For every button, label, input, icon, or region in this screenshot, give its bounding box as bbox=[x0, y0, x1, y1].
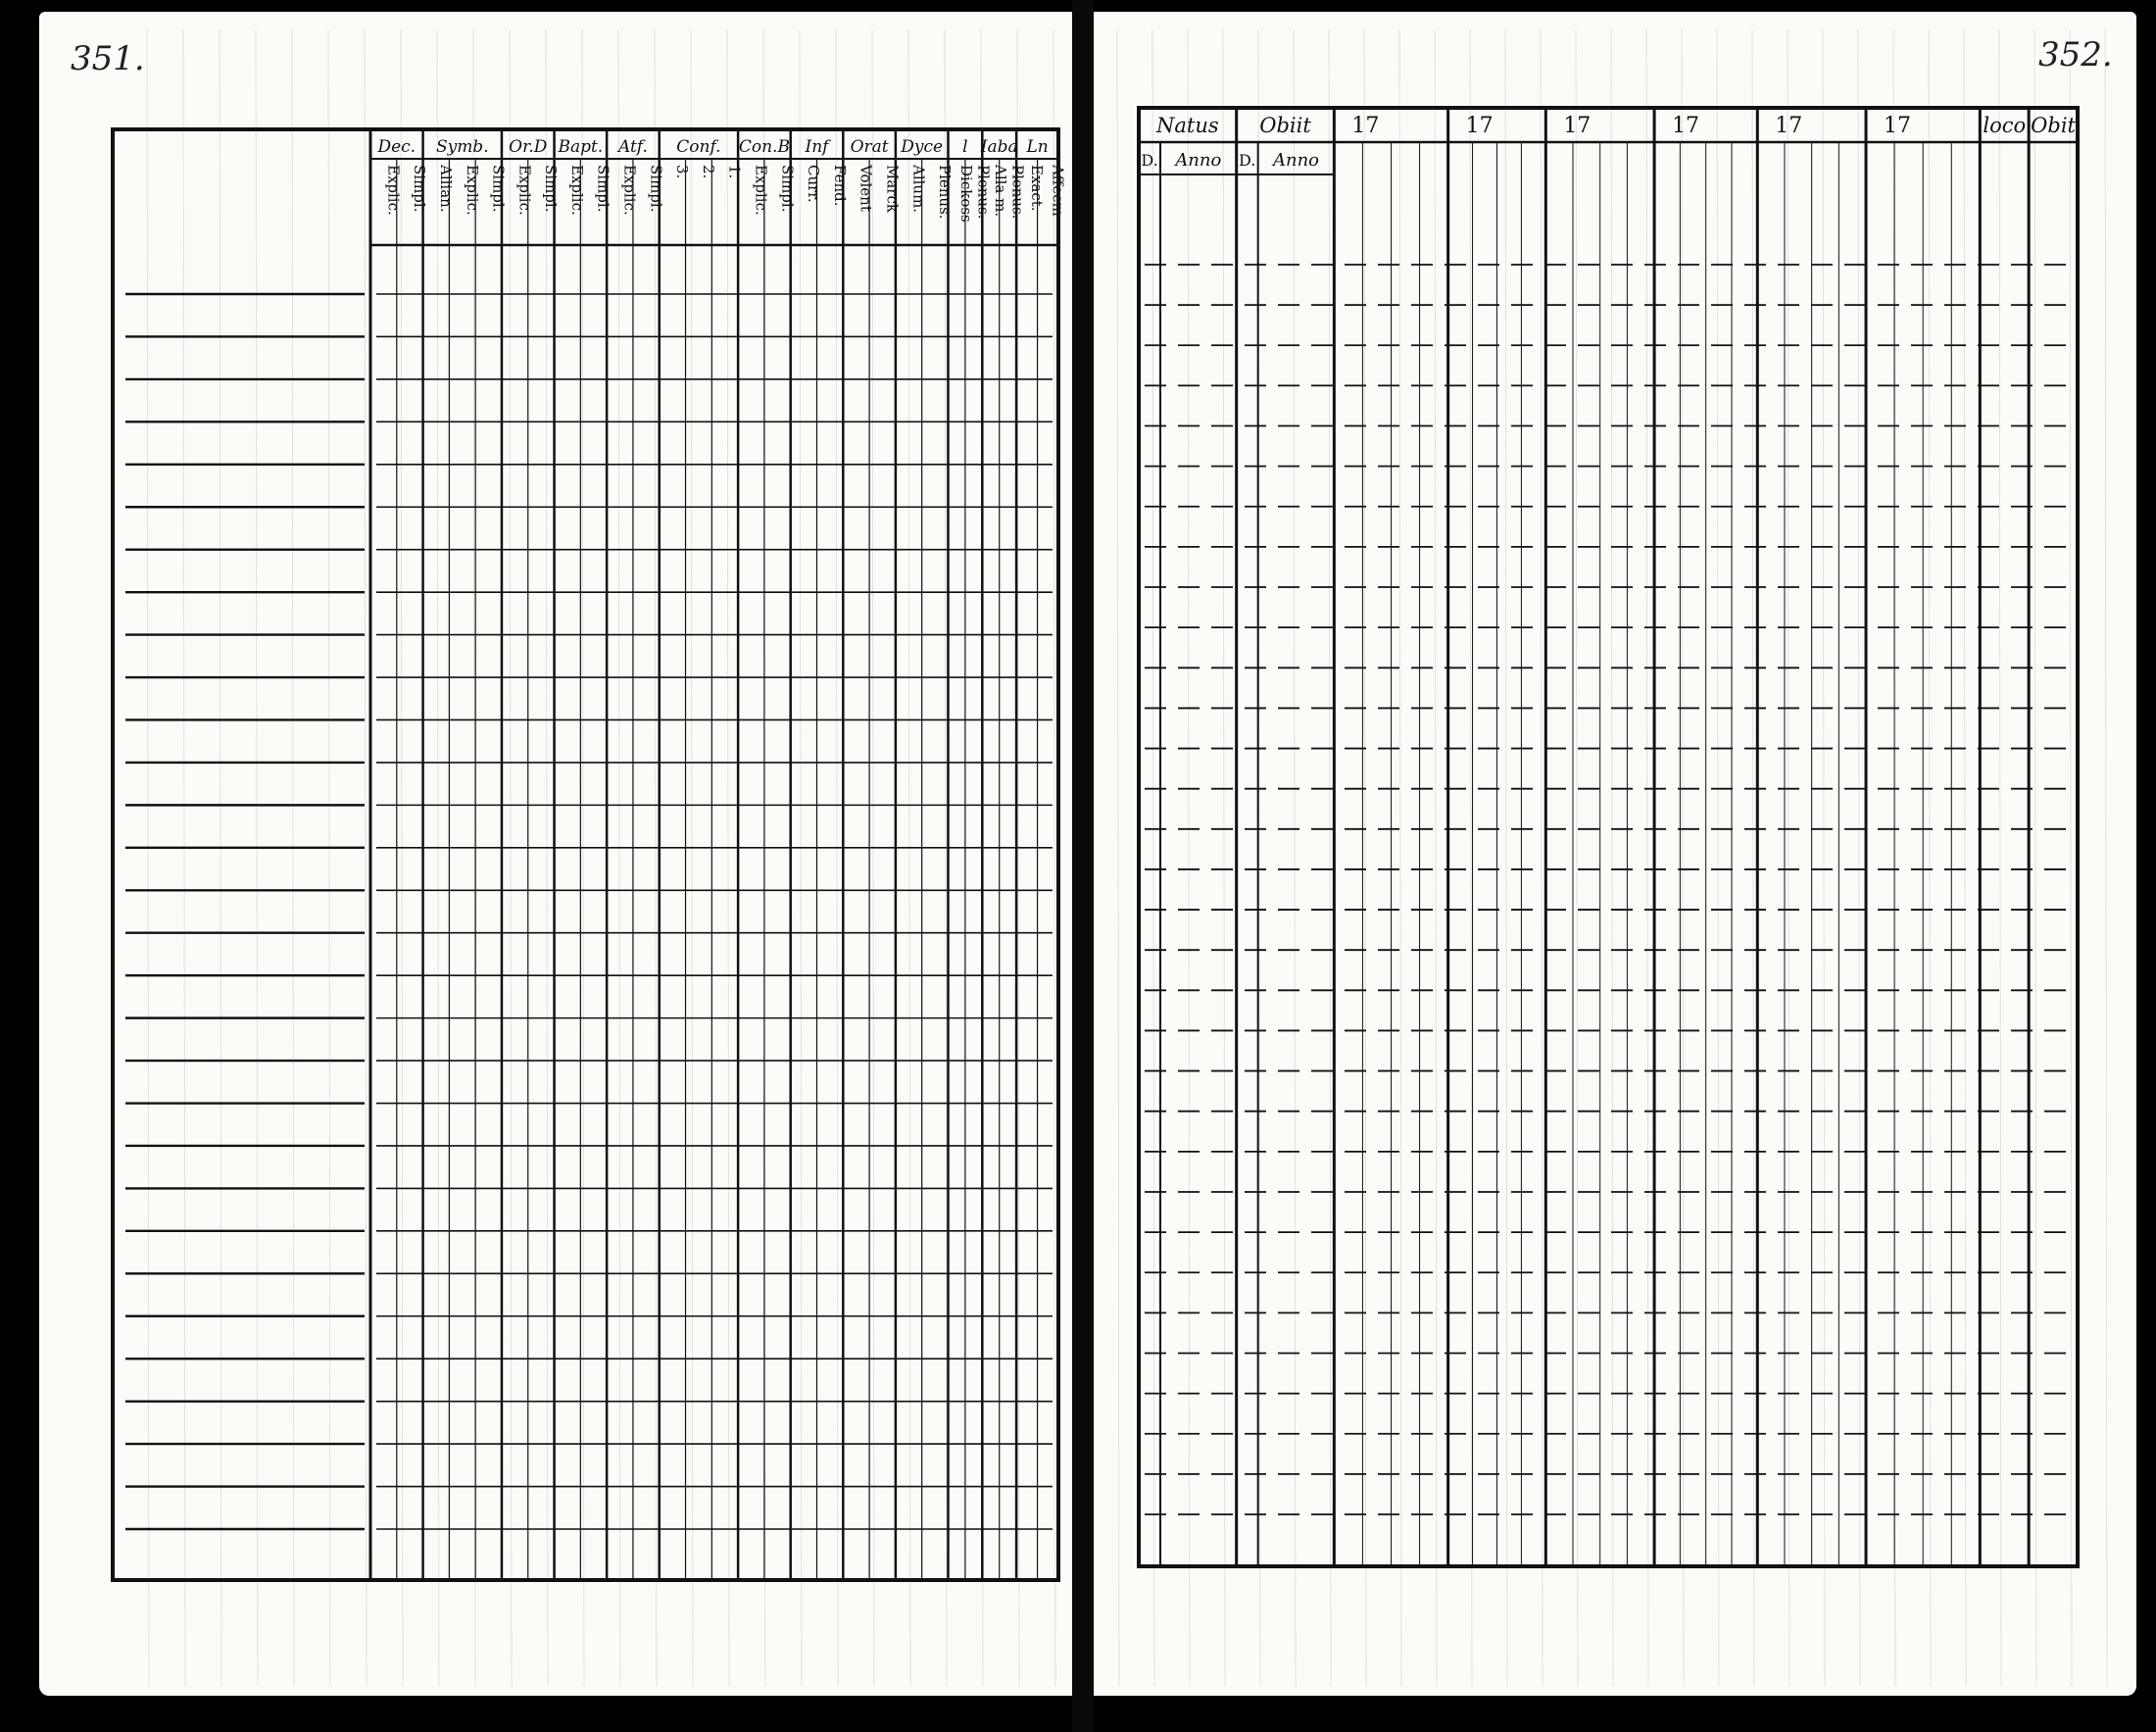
paper-ruling-line bbox=[2105, 29, 2107, 1686]
paper-ruling-line bbox=[1823, 29, 1825, 1686]
right-column-header: Obiit bbox=[1259, 114, 1311, 137]
paper-ruling-line bbox=[1541, 29, 1543, 1686]
left-subcolumn-header: Simpl. bbox=[594, 165, 612, 213]
paper-ruling-line bbox=[2070, 29, 2072, 1686]
right-table-border bbox=[1139, 108, 2078, 1566]
paper-ruling-line bbox=[1576, 29, 1578, 1686]
left-column-header: Inf bbox=[805, 137, 829, 157]
left-subcolumn-header: Explic. bbox=[515, 165, 534, 216]
paper-ruling-line bbox=[1329, 29, 1331, 1686]
right-column-header: 17 bbox=[1351, 114, 1380, 138]
paper-ruling-line bbox=[1611, 29, 1613, 1686]
left-subcolumn-header: Allian. bbox=[436, 165, 455, 213]
left-subcolumn-header: Plenus. bbox=[974, 165, 993, 220]
paper-ruling-line bbox=[1223, 29, 1225, 1686]
right-column-header: Obit bbox=[2031, 114, 2076, 137]
left-subcolumn-header: Simpl. bbox=[542, 165, 561, 213]
left-column-header: Orat bbox=[850, 137, 889, 157]
paper-ruling-line bbox=[1929, 29, 1931, 1686]
left-subcolumn-header: Explic. bbox=[384, 165, 403, 216]
paper-ruling-line bbox=[1717, 29, 1719, 1686]
paper-ruling-line bbox=[1188, 29, 1190, 1686]
left-subcolumn-header: Marck bbox=[883, 165, 902, 213]
left-subcolumn-header: Explic. bbox=[567, 165, 586, 216]
paper-ruling-line bbox=[1682, 29, 1684, 1686]
right-subcolumn-header: Anno bbox=[1175, 150, 1222, 171]
left-column-header: Symb. bbox=[435, 137, 489, 157]
left-subcolumn-header: Simpl. bbox=[647, 165, 665, 213]
paper-ruling-line bbox=[2034, 29, 2036, 1686]
paper-ruling-line bbox=[1470, 29, 1472, 1686]
right-page-number: 352. bbox=[2038, 35, 2113, 74]
left-subcolumn-header: 1. bbox=[725, 165, 744, 179]
left-page-number: 351. bbox=[71, 39, 145, 78]
left-column-header: Bapt. bbox=[558, 137, 604, 157]
paper-ruling-line bbox=[1294, 29, 1296, 1686]
right-column-header: 17 bbox=[1465, 114, 1494, 138]
paper-ruling-line bbox=[1646, 29, 1648, 1686]
left-subcolumn-header: Explic. bbox=[463, 165, 481, 216]
left-subcolumn-header: Curr. bbox=[805, 165, 823, 203]
right-column-header: loco bbox=[1983, 114, 2027, 137]
right-column-header: 17 bbox=[1563, 114, 1592, 138]
left-subcolumn-header: Simpl. bbox=[411, 165, 429, 213]
paper-ruling-line bbox=[1505, 29, 1507, 1686]
left-column-header: Atf. bbox=[617, 137, 648, 157]
paper-ruling-line bbox=[1152, 29, 1154, 1686]
left-subcolumn-header: Volent bbox=[857, 165, 875, 212]
left-subcolumn-header: 2. bbox=[699, 165, 717, 179]
right-column-header: 17 bbox=[1672, 114, 1700, 138]
left-subcolumn-header: Simpl. bbox=[489, 165, 508, 213]
left-subcolumn-header: Dickoss bbox=[957, 165, 976, 223]
left-subcolumn-header: Exact. bbox=[1027, 165, 1046, 212]
left-column-header: Or.D bbox=[509, 137, 548, 157]
paper-ruling-line bbox=[1117, 29, 1119, 1686]
left-column-header: Conf. bbox=[676, 137, 721, 157]
left-column-header: l bbox=[962, 137, 968, 157]
left-column-header: Dec. bbox=[377, 137, 416, 157]
left-subcolumn-header: Fend. bbox=[830, 165, 849, 207]
right-subcolumn-header: D. bbox=[1141, 151, 1158, 170]
left-column-header: Ln bbox=[1026, 137, 1049, 157]
right-column-header: Natus bbox=[1156, 114, 1219, 137]
left-subcolumn-header: Affecm bbox=[1049, 165, 1067, 217]
paper-ruling-line bbox=[1999, 29, 2001, 1686]
left-subcolumn-header: Alla m. bbox=[992, 165, 1010, 218]
left-subcolumn-header: Allum. bbox=[909, 165, 928, 214]
paper-ruling-line bbox=[1752, 29, 1754, 1686]
left-subcolumn-header: Explic. bbox=[752, 165, 770, 216]
paper-ruling-line bbox=[1364, 29, 1366, 1686]
right-subcolumn-header: Anno bbox=[1272, 150, 1320, 171]
paper-ruling-line bbox=[1435, 29, 1437, 1686]
paper-ruling-line bbox=[1858, 29, 1860, 1686]
paper-ruling-line bbox=[1399, 29, 1401, 1686]
right-subcolumn-header: D. bbox=[1239, 151, 1256, 170]
right-column-header: 17 bbox=[1884, 114, 1912, 138]
left-column-header: Con.B bbox=[738, 137, 790, 157]
right-column-header: 17 bbox=[1775, 114, 1803, 138]
left-column-header: Iaba bbox=[980, 137, 1018, 157]
left-subcolumn-header: Plenus. bbox=[1008, 165, 1027, 220]
paper-ruling-line bbox=[1788, 29, 1789, 1686]
left-subcolumn-header: 3. bbox=[673, 165, 692, 179]
left-subcolumn-header: Plenus. bbox=[936, 165, 955, 220]
left-subcolumn-header: Simpl. bbox=[778, 165, 797, 213]
paper-ruling-line bbox=[1964, 29, 1966, 1686]
left-subcolumn-header: Explic. bbox=[620, 165, 639, 216]
left-column-header: Dyce bbox=[901, 137, 944, 157]
